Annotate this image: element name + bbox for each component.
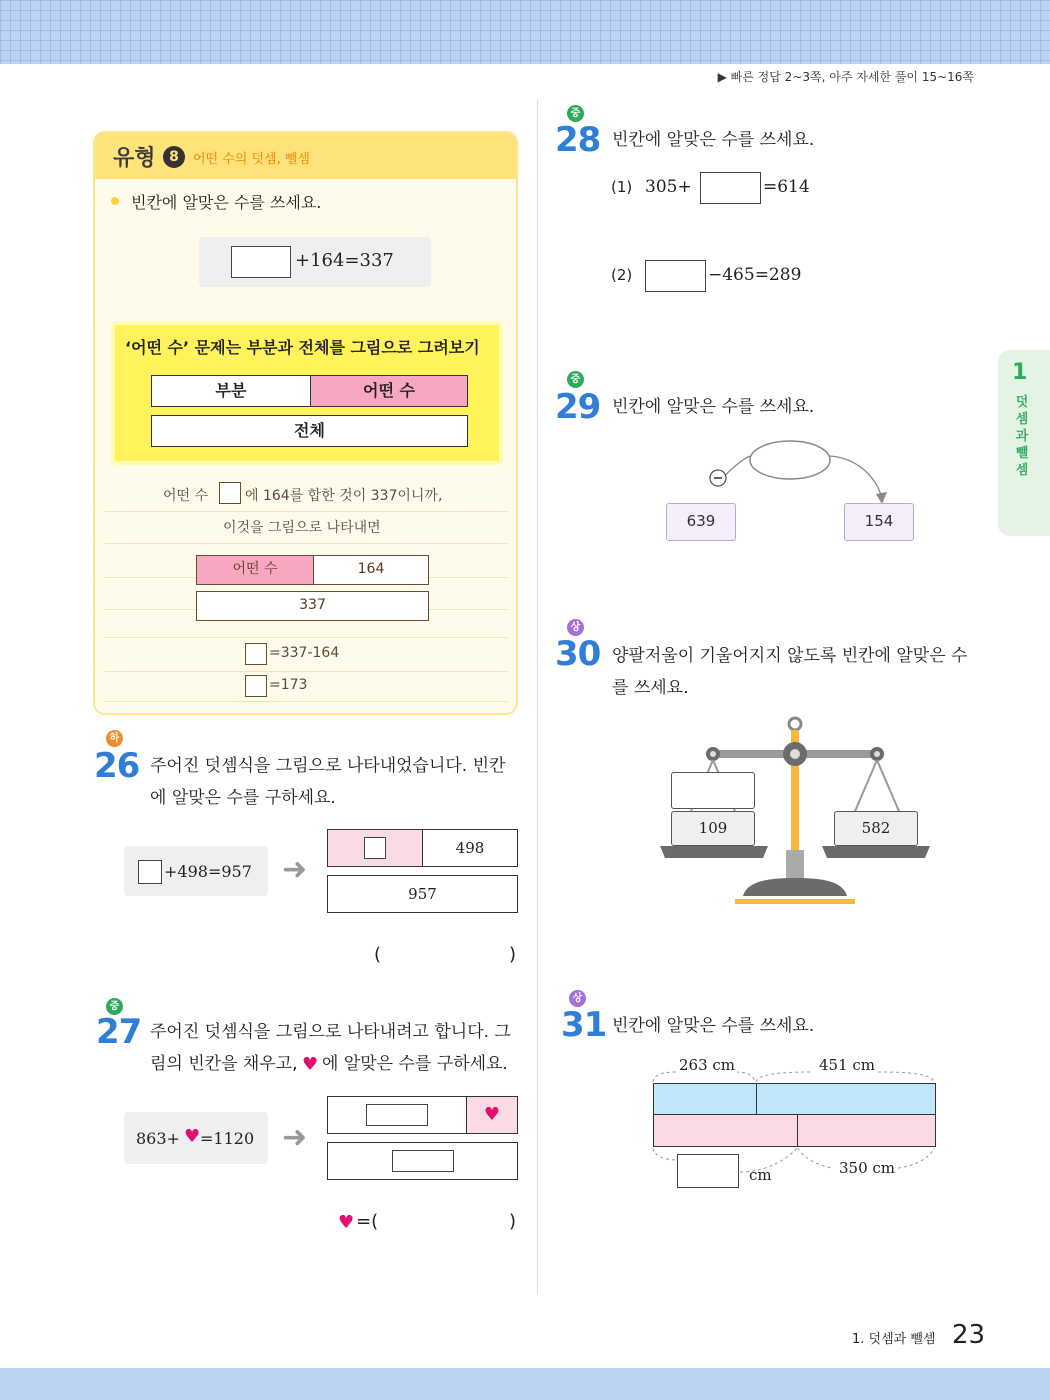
level-badge-hard: 상 <box>569 990 586 1007</box>
p29-left-value: 639 <box>666 503 736 541</box>
heart-icon: ♥ <box>184 1126 201 1147</box>
p27-bar-part <box>327 1096 467 1134</box>
p26-text-1: 주어진 덧셈식을 그림으로 나타내었습니다. 빈칸 <box>150 756 506 776</box>
p30-text-1: 양팔저울이 기울어지지 않도록 빈칸에 알맞은 수 <box>612 646 968 666</box>
p27-text-1: 주어진 덧셈식을 그림으로 나타내려고 합니다. 그 <box>150 1022 511 1042</box>
p27-equation-box <box>124 1112 268 1164</box>
p31-bar-bottom-left <box>653 1114 798 1147</box>
step-2: =173 <box>269 677 308 693</box>
header-grid-band <box>0 0 1050 64</box>
step-1: =337-164 <box>269 645 340 661</box>
footer-band <box>0 1368 1050 1400</box>
p26-bar-unknown <box>327 829 423 867</box>
p27-bar-whole-blank[interactable] <box>392 1150 454 1172</box>
tip-bar-part: 부분 <box>151 375 311 407</box>
p31-text: 빈칸에 알맞은 수를 쓰세요. <box>612 1016 815 1036</box>
p31-bottom-right-label: 350 cm <box>839 1159 896 1177</box>
level-badge-hard: 상 <box>567 619 584 636</box>
p28-q2-blank[interactable] <box>645 260 706 292</box>
p27-bar-whole <box>327 1142 518 1180</box>
p27-eq-left: 863+ <box>136 1129 180 1148</box>
problem-number-26: 26 <box>94 746 140 786</box>
tip-bar-unknown: 어떤 수 <box>310 375 468 407</box>
page-number: 23 <box>952 1320 986 1350</box>
p31-bottom-unit: cm <box>749 1166 772 1184</box>
p27-bar-part-blank[interactable] <box>366 1104 428 1126</box>
problem-number-29: 29 <box>555 387 601 427</box>
type-card <box>93 131 518 715</box>
p27-text-2b: 에 알맞은 수를 구하세요. <box>322 1054 508 1074</box>
p26-bar-whole: 957 <box>327 875 518 913</box>
p26-bar-blank[interactable] <box>364 837 386 859</box>
explain-line-2: 이것을 그림으로 나타내면 <box>223 520 381 536</box>
p28-q2-label: (2) <box>611 266 633 284</box>
p26-bar-part: 498 <box>422 829 518 867</box>
p30-right-value: 582 <box>834 811 918 846</box>
footer-chapter-title: 1. 덧셈과 뺄셈 <box>852 1332 936 1347</box>
p30-left-value: 109 <box>671 811 755 846</box>
ruled-line <box>105 543 508 544</box>
p28-q1-blank[interactable] <box>700 172 761 204</box>
p31-bar-top-left <box>653 1083 757 1115</box>
problem-number-27: 27 <box>96 1012 142 1052</box>
bar-whole: 337 <box>196 591 429 621</box>
p28-q1-left: 305+ <box>645 177 692 197</box>
bar-part: 164 <box>313 555 429 585</box>
explain-line-1b: 에 164를 합한 것이 337이니까, <box>245 488 443 504</box>
p26-equation-box <box>124 846 268 896</box>
p29-text: 빈칸에 알맞은 수를 쓰세요. <box>612 397 815 417</box>
tip-title: ‘어떤 수’ 문제는 부분과 전체를 그림으로 그려보기 <box>125 338 480 357</box>
p26-answer-close: ) <box>509 944 517 965</box>
p27-eq-right: =1120 <box>200 1129 255 1148</box>
p26-text-2: 에 알맞은 수를 구하세요. <box>150 788 336 808</box>
type-card-subtitle: 어떤 수의 덧셈, 뺄셈 <box>193 152 310 167</box>
arrow-right-icon: ➜ <box>282 852 308 887</box>
problem-number-28: 28 <box>555 120 601 160</box>
ruled-line <box>105 511 508 512</box>
level-badge-medium: 중 <box>106 998 123 1015</box>
problem-number-30: 30 <box>555 634 601 674</box>
p26-answer-open: ( <box>374 944 382 965</box>
level-badge-medium: 중 <box>567 105 584 122</box>
p30-answer-box[interactable] <box>671 772 755 809</box>
heart-icon: ♥ <box>466 1096 518 1134</box>
p27-text-2a: 림의 빈칸을 채우고, <box>150 1054 298 1074</box>
p31-bar-bottom-right <box>797 1114 936 1147</box>
step-blank-2 <box>245 675 267 697</box>
ruled-line <box>105 671 508 672</box>
ruled-line <box>105 701 508 702</box>
answer-blank[interactable] <box>231 246 291 278</box>
bar-unknown: 어떤 수 <box>196 555 314 585</box>
type-card-title: 유형 <box>113 146 156 171</box>
ruled-line <box>105 637 508 638</box>
answer-reference: ▶ 빠른 정답 2~3쪽, 아주 자세한 풀이 15~16쪽 <box>717 70 974 84</box>
p31-answer-blank[interactable] <box>677 1154 739 1188</box>
tip-box <box>115 325 499 461</box>
step-blank-1 <box>245 643 267 665</box>
problem-number-31: 31 <box>561 1005 607 1045</box>
tip-bar-whole: 전체 <box>151 415 468 447</box>
p26-eq-blank <box>138 860 162 884</box>
p29-right-value: 154 <box>844 503 914 541</box>
p28-q1-right: =614 <box>763 177 810 197</box>
type-number-badge: 8 <box>163 146 185 168</box>
p29-answer-oval <box>750 441 830 479</box>
p31-top-right-label: 451 cm <box>819 1056 876 1074</box>
explain-line-1a: 어떤 수 <box>163 488 209 504</box>
column-divider <box>537 100 538 1295</box>
p26-answer-field[interactable] <box>400 942 500 968</box>
explain-blank <box>219 482 241 504</box>
p31-top-left-label: 263 cm <box>679 1056 736 1074</box>
example-equation-box <box>199 237 431 287</box>
p27-answer: =( <box>356 1211 379 1232</box>
p27-answer-close: ) <box>509 1211 517 1232</box>
chapter-number: 1 <box>1012 360 1028 385</box>
p28-text: 빈칸에 알맞은 수를 쓰세요. <box>612 130 815 150</box>
p26-equation: +498=957 <box>164 862 252 881</box>
bullet-icon <box>111 197 119 205</box>
example-equation: +164=337 <box>295 250 394 271</box>
level-badge-medium: 중 <box>567 371 584 388</box>
type-card-instruction: 빈칸에 알맞은 수를 쓰세요. <box>131 193 322 212</box>
p27-answer-field[interactable] <box>390 1208 500 1234</box>
p30-text-2: 를 쓰세요. <box>612 678 689 698</box>
arrow-right-icon: ➜ <box>282 1120 308 1155</box>
chapter-side-tab[interactable] <box>998 350 1050 536</box>
p31-bar-top-right <box>756 1083 936 1115</box>
p28-q2-right: −465=289 <box>708 265 802 285</box>
chapter-label: 덧셈과 뺄셈 <box>1015 395 1029 478</box>
heart-icon: ♥ <box>338 1212 355 1233</box>
heart-icon: ♥ <box>302 1054 319 1075</box>
level-badge-easy: 하 <box>106 730 123 747</box>
p28-q1-label: (1) <box>611 178 633 196</box>
